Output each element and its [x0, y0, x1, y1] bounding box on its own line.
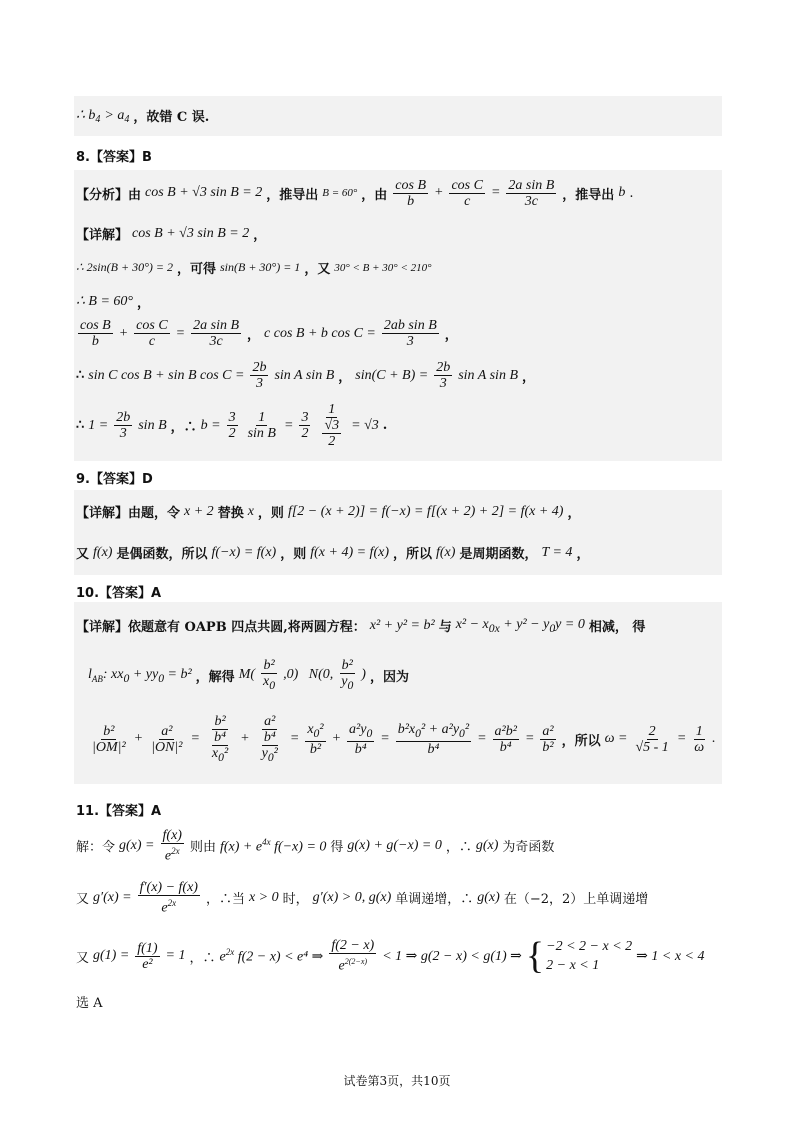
page-footer: 试卷第3页，共10页: [343, 1074, 451, 1088]
q10-answer: 10.【答案】A: [76, 586, 162, 601]
prev-conclusion: ∴ b 4 > a 4 ，故错 C 误.: [76, 107, 210, 125]
q11-line-3: 又 g(1) = $\frac{f(1)}{\text{e²}}$ = 1 ，∴ $e^{2x}$ f(2 − x) < e⁴ ⇒ $\frac{f(2 - x)}{e^{2(2-x)}}$ < 1 ⇒ g(2 − x) < g(1) ⇒ { −2 < 2 − x < 2 2 − x < 1 ⇒ 1 < x < 4: [76, 935, 705, 977]
q8-detail-3: ∴ B = 60° ，: [76, 294, 151, 311]
q8-detail-6: ∴ 1 = $\frac{2b}{3}$ sin B ，∴ b = $\frac{3}{2}$ $\frac{1}{\text{sin B}}$ = $\frac{3}{2}$ $\frac{1}{\frac{√3}{2}}$ = √3 .: [76, 402, 388, 449]
q11-line-2: 又 g′(x) = $\frac{f'(x) - f(x)}{e^{2x}}$ ，∴当 x > 0 时， g′(x) > 0, g(x) 单调递增，∴ g(x) 在（−2，2）上单调递增: [76, 880, 649, 916]
q8-detail-2: ∴ 2sin(B + 30°) = 2 ，可得 sin(B + 30°) = 1 ，又 30° < B + 30° < 210°: [76, 260, 432, 277]
q8-answer: 8.【答案】B: [76, 150, 152, 165]
q9-answer: 9.【答案】D: [76, 472, 153, 487]
q8-analysis: 【分析】由 cos B + √3 sin B = 2 ，推导出 B = 60° ，由 $\frac{\text{cos B}}{b}$ + $\frac{\text{cos C}}{c}$ = $\frac{\text{2a sin B}}{3c}$ ，推导出 b .: [76, 177, 634, 209]
q11-line-1: 解：令 g(x) = $\frac{f(x)}{e^{2x}}$ 则由 $f(x) + e^{4x}$ f(−x) = 0 得 g(x) + g(−x) = 0 ，∴ g(x) 为奇函数: [76, 828, 555, 864]
q8-detail-1: 【详解】 cos B + √3 sin B = 2 ，: [76, 225, 267, 243]
q9-detail-2: 又 f(x) 是偶函数，所以 f(−x) = f(x) ，则 f(x + 4) = f(x) ，所以 f(x) 是周期函数， T = 4 ，: [76, 544, 590, 562]
q8-detail-4: $\frac{\text{cos B}}{b}$ + $\frac{\text{cos C}}{c}$ = $\frac{\text{2a sin B}}{3c}$ ， c cos B + b cos C = $\frac{\text{2ab sin B}}{3}$ ，: [80, 318, 458, 349]
q10-detail-3: $\frac{\text{b²}}{\text{|OM|²}}$ + $\frac{\text{a²}}{\text{|ON|²}}$ = $\frac{\text{b²}}{\frac{\text{b⁴}}{x_0^2}}$ + $\frac{\text{a²}}{\frac{\text{b⁴}}{y_0^2}}$ = $\frac{x_0^2}{\text{b²}}$ + $\frac{a^2y_0}{\text{b⁴}}$ = $\frac{b^2x_0^2 + a^2y_0^2}{\text{b⁴}}$ = $\frac{\text{a²b²}}{\text{b⁴}}$ = $\frac{\text{a²}}{\text{b²}}$ ，所以 ω = $\frac{2}{√5 - 1}$ = $\frac{1}{\omega}$ .: [92, 714, 716, 764]
q11-line-4: 选 A: [76, 996, 103, 1011]
q10-detail-1: 【详解】依题意有 OAPB 四点共圆,将两圆方程： x² + y² = b² 与 $x^2 - x_{0x} + y^2 - y_0y = 0$ 相减， 得: [76, 616, 646, 635]
q9-detail-1: 【详解】由题，令 x + 2 替换 x ，则 f[2 − (x + 2)] = f(−x) = f[(x + 2) + 2] = f(x + 4) ，: [76, 503, 581, 521]
q11-answer: 11.【答案】A: [76, 804, 162, 819]
q8-detail-5: ∴ sin C cos B + sin B cos C = $\frac{2b}{3}$ sin A sin B ， sin(C + B) = $\frac{2b}{3}$ sin A sin B ，: [76, 360, 536, 391]
q10-detail-2: $l_{AB}$: $xx_0 + yy_0 = b^2$ ，解得 M( $\frac{\text{b²}}{x_0}$ ,0) N(0, $\frac{\text{b²}}{y_0}$ ) ，因为: [88, 658, 409, 692]
